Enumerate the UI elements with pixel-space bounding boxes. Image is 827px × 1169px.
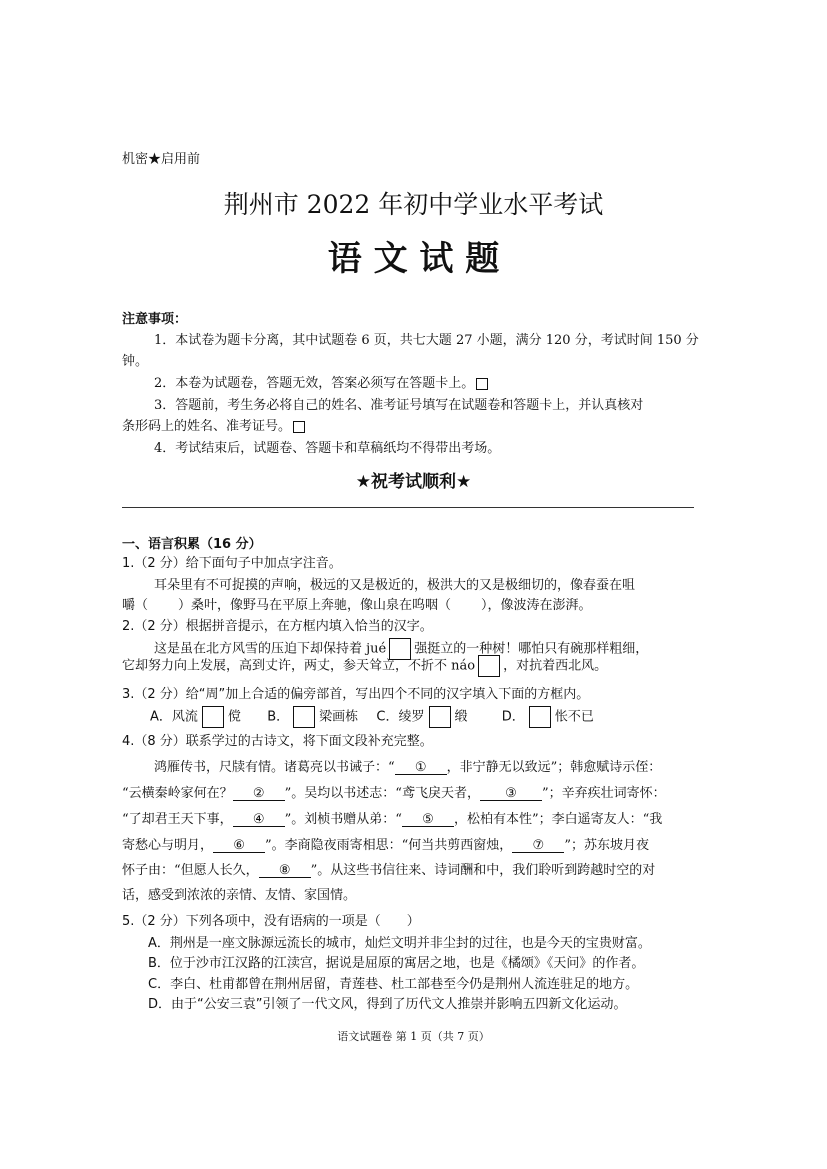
question-2-stem: 2.（2 分）根据拼音提示，在方框内填入恰当的汉字。 (122, 619, 433, 634)
question-4-passage: 话，感受到浓浓的亲情、友情、家国情。 (122, 888, 357, 903)
confidential-label: 机密★启用前 (122, 152, 201, 167)
note-item: 2．本卷为试题卷，答题无效，答案必须写在答题卡上。 (154, 377, 488, 390)
fill-blank[interactable]: ② (233, 787, 285, 801)
question-5-option[interactable]: A．荆州是一座文脉源远流长的城市，灿烂文明并非尘封的过往，也是今天的宝贵财富。 (148, 936, 651, 951)
note-item: 4．考试结束后，试题卷、答题卡和草稿纸均不得带出考场。 (154, 441, 501, 456)
question-3-options: A．风流 傥 B． 梁画栋 C．绫罗 缎 D． 怅不已 (150, 706, 594, 729)
notes-heading: 注意事项： (122, 312, 188, 327)
page-footer: 语文试题卷 第 1 页（共 7 页） (337, 1030, 490, 1043)
question-4-passage: “云横秦岭家何在？ ② ”。吴均以书述志：“鸢飞戾天者， ③ ”；辛弃疾壮词寄怀： (122, 786, 666, 801)
answer-box[interactable] (202, 706, 224, 728)
question-2-passage: 它却努力向上发展，高到丈许，两丈，参天耸立，不折不 náo ，对抗着西北风。 (122, 655, 607, 678)
fill-blank[interactable]: ⑧ (259, 864, 311, 878)
question-3-stem: 3.（2 分）给“周”加上合适的偏旁部首，写出四个不同的汉字填入下面的方框内。 (122, 687, 590, 702)
question-4-passage: “了却君王天下事， ④ ”。刘桢书赠从弟：“ ⑤ ，松柏有本性”；李白遥寄友人：“我 (122, 812, 663, 827)
subject-title: 语 文 试 题 (327, 239, 500, 279)
question-4-passage: 怀子由：“但愿人长久， ⑧ ”。从这些书信往来、诗词酬和中，我们聆听到跨越时空的对 (122, 863, 656, 878)
answer-box[interactable] (529, 706, 551, 728)
fill-blank[interactable]: ⑤ (402, 813, 454, 827)
answer-box[interactable] (293, 706, 315, 728)
note-item: 钟。 (122, 354, 149, 369)
question-1-passage: 嚼（ ）桑叶，像野马在平原上奔驰，像山泉在呜咽（ ），像波涛在澎湃。 (122, 598, 592, 613)
fill-blank[interactable]: ⑥ (213, 839, 265, 853)
answer-box[interactable] (478, 655, 500, 677)
fill-blank[interactable]: ⑦ (512, 839, 564, 853)
note-item: 条形码上的姓名、准考证号。 (122, 420, 305, 433)
question-4-passage: 寄愁心与明月， ⑥ ”。李商隐夜雨寄相思：“何当共剪西窗烛， ⑦ ”；苏东坡月夜 (122, 838, 649, 853)
question-5-stem: 5.（2 分）下列各项中，没有语病的一项是（ ） (122, 914, 420, 929)
question-2-passage: 这是虽在北方风雪的压迫下却保持着 jué 强挺立的一种树！哪怕只有碗那样粗细， (154, 638, 648, 661)
good-luck-banner: ★祝考试顺利★ (355, 472, 472, 492)
answer-box[interactable] (429, 706, 451, 728)
question-5-option[interactable]: B．位于沙市江汉路的江渎宫，据说是屈原的寓居之地，也是《橘颂》《天问》的作者。 (148, 956, 645, 971)
fill-blank[interactable]: ① (395, 761, 447, 775)
question-1-stem: 1.（2 分）给下面句子中加点字注音。 (122, 556, 342, 571)
exam-title: 荆州市 2022 年初中学业水平考试 (223, 190, 604, 219)
fill-blank[interactable]: ③ (480, 787, 542, 801)
checkbox-icon (293, 421, 305, 433)
question-1-passage: 耳朵里有不可捉摸的声响，极远的又是极近的，极洪大的又是极细切的，像春蚕在咀 (154, 578, 636, 593)
checkbox-icon (476, 378, 488, 390)
note-item: 1．本试卷为题卡分离，其中试题卷 6 页，共七大题 27 小题，满分 120 分，考试时间 150 分 (154, 333, 699, 348)
fill-blank[interactable]: ④ (233, 813, 285, 827)
question-5-option[interactable]: C．李白、杜甫都曾在荆州居留，青莲巷、杜工部巷至今仍是荆州人流连驻足的地方。 (148, 977, 639, 992)
section-heading: 一、语言积累（16 分） (122, 537, 262, 552)
question-5-option[interactable]: D．由于“公安三袁”引领了一代文风，得到了历代文人推崇并影响五四新文化运动。 (148, 997, 627, 1012)
divider (122, 507, 694, 508)
question-4-stem: 4.（8 分）联系学过的古诗文，将下面文段补充完整。 (122, 734, 433, 749)
question-4-passage: 鸿雁传书，尺牍有情。诸葛亮以书诫子：“ ① ，非宁静无以致远”；韩愈赋诗示侄： (154, 760, 662, 775)
note-item: 3．答题前，考生务必将自己的姓名、准考证号填写在试题卷和答题卡上，并认真核对 (154, 398, 644, 413)
